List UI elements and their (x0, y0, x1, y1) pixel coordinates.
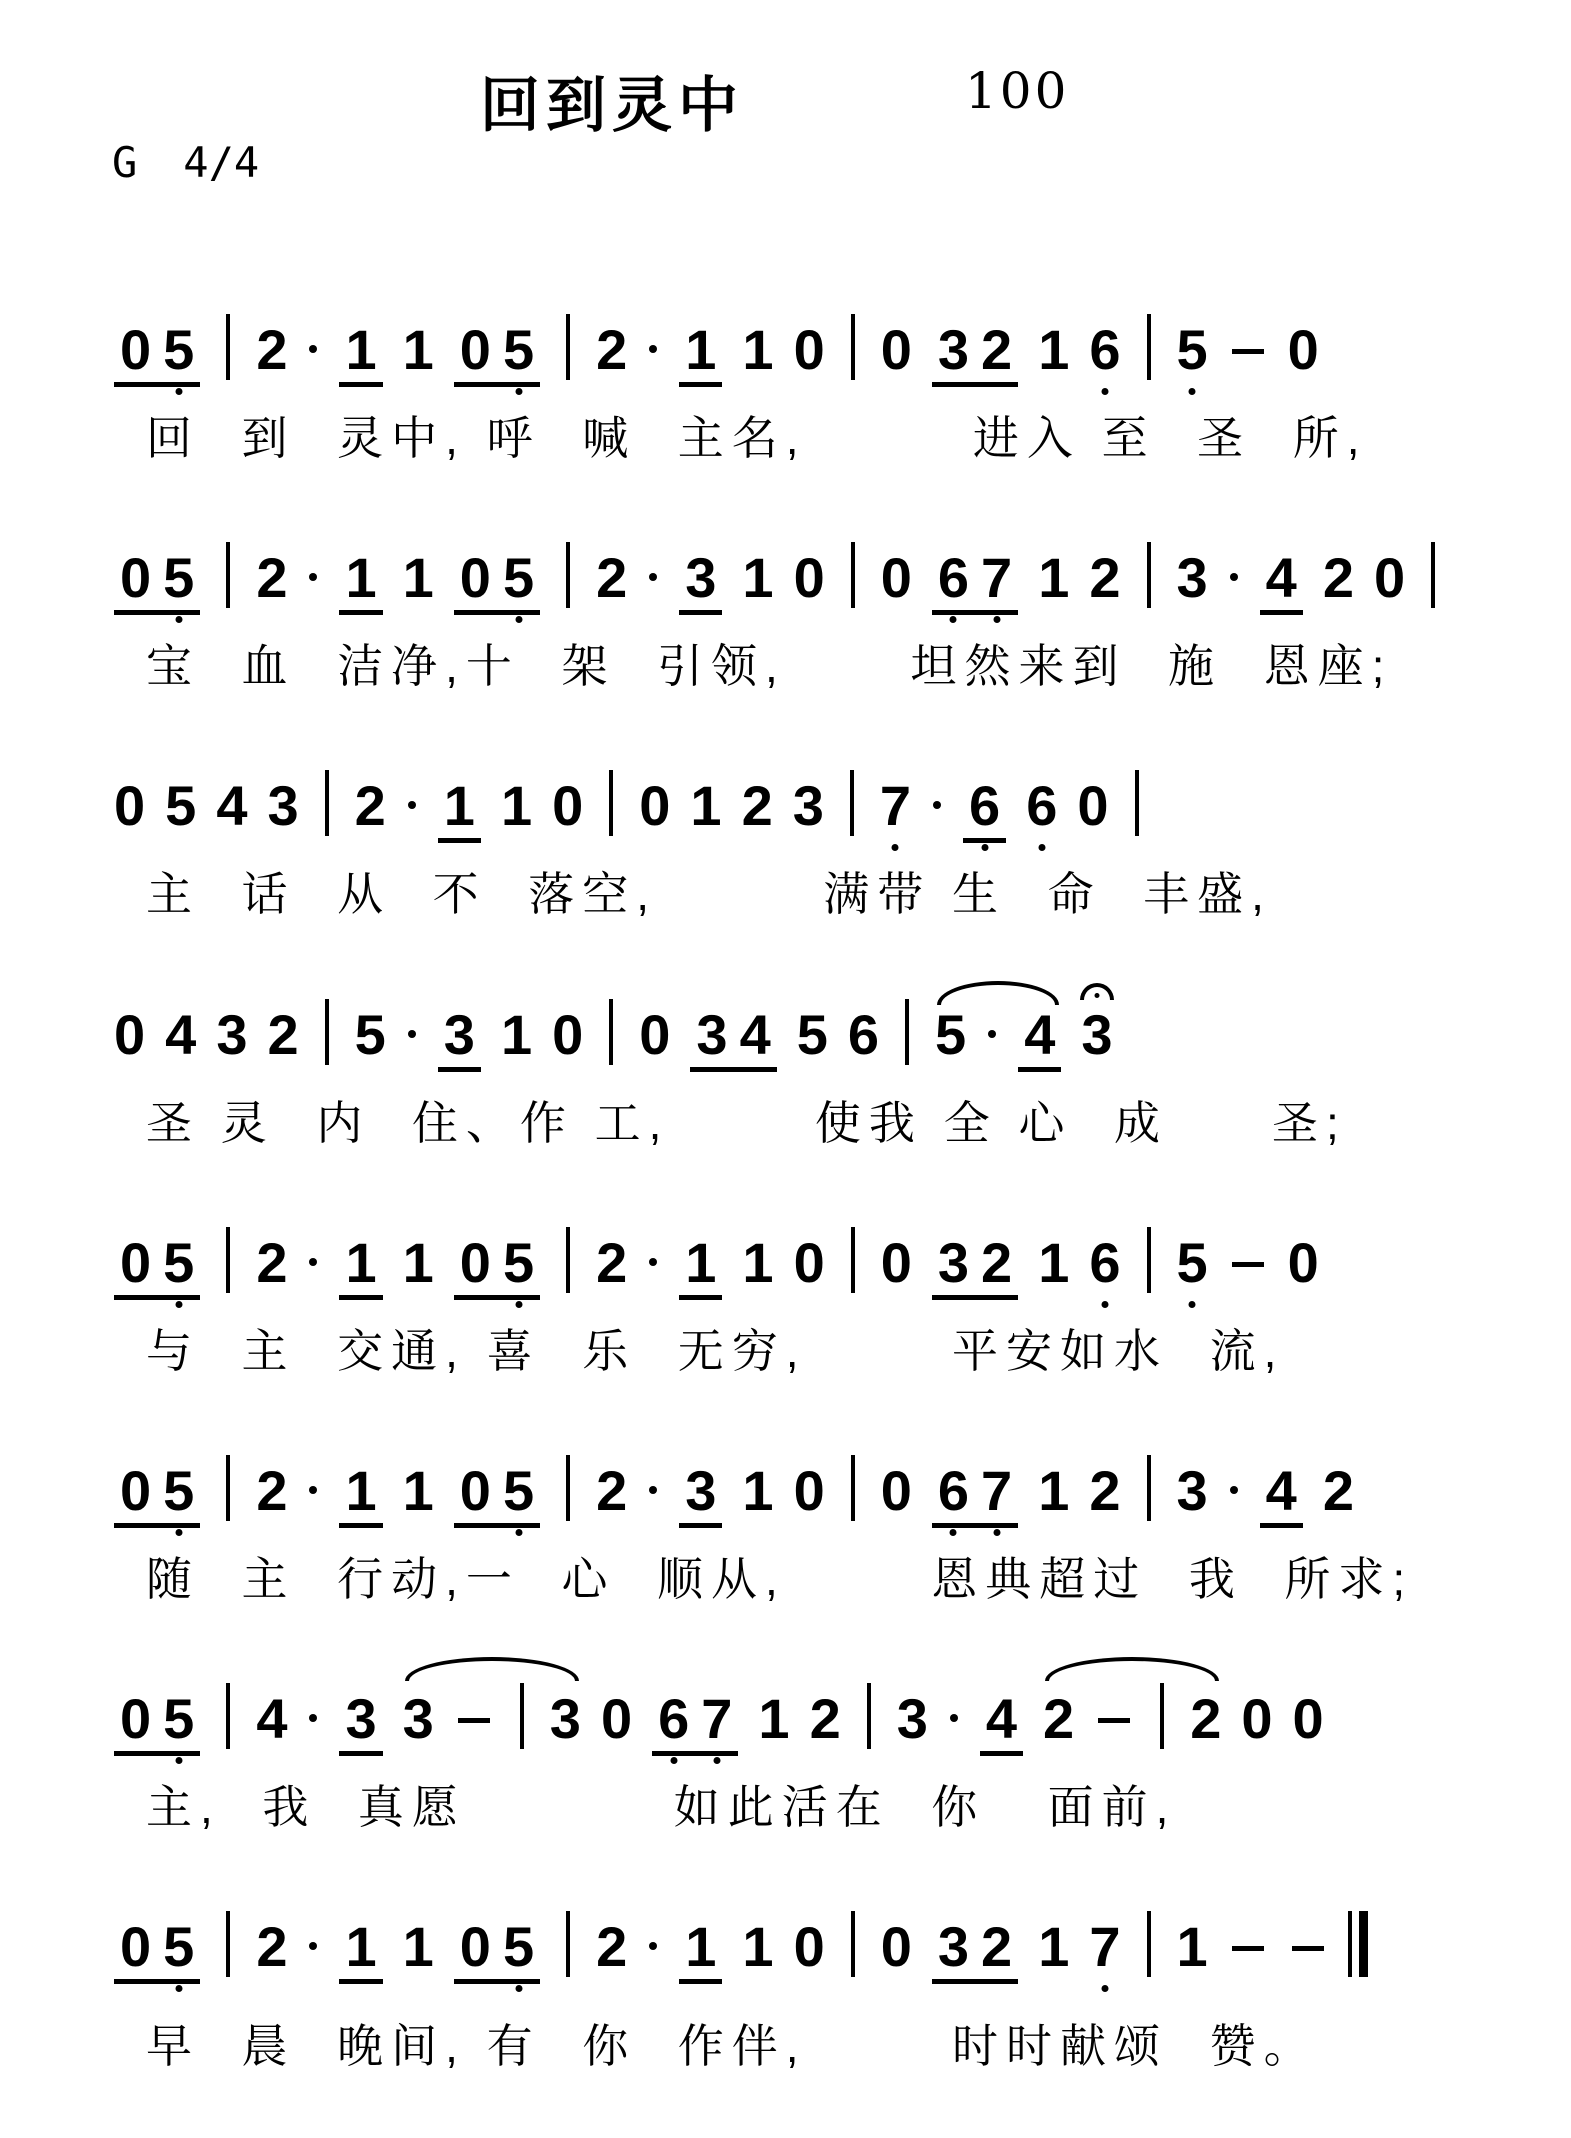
note: 2 (256, 1230, 288, 1294)
duration-dash-icon (1232, 1262, 1264, 1267)
barline-icon (850, 770, 854, 836)
lyric-line-8: 早 晨 晚间, 有 你 作伴, 时时献颂 赞。 (146, 2020, 1318, 2073)
note: 5 (796, 1002, 828, 1066)
note-low-octave: 6 (1026, 774, 1058, 838)
beam-group (454, 1230, 540, 1300)
note: 0 (1287, 318, 1319, 381)
note: 1 (742, 1915, 774, 1979)
note: 1 (742, 318, 774, 381)
notation-line-6 (104, 1421, 1531, 1536)
beam-group (679, 546, 722, 615)
beam-group (679, 1230, 722, 1300)
note: 2 (981, 1915, 1013, 1979)
note: 0 (120, 318, 152, 381)
note: 1 (443, 774, 475, 838)
barline-icon (1160, 1683, 1164, 1749)
beam-group (114, 1458, 200, 1528)
note-low-octave: 6 (937, 546, 970, 610)
note: 2 (981, 1230, 1013, 1294)
beam-group (679, 1915, 722, 1984)
augmentation-dot-icon (950, 1714, 958, 1722)
note: 0 (552, 774, 584, 838)
beam-group (932, 1915, 1018, 1984)
note: 0 (1292, 1687, 1324, 1751)
note: 0 (793, 1458, 825, 1522)
note: 4 (216, 774, 248, 838)
augmentation-dot-icon (309, 1258, 317, 1266)
note: 0 (552, 1002, 584, 1066)
augmentation-dot-icon (649, 1258, 657, 1266)
beam-group (932, 1458, 1018, 1528)
barline-icon (851, 1455, 855, 1521)
note: 5 (354, 1002, 386, 1066)
note: 2 (1089, 1458, 1121, 1522)
note-low-octave: 7 (701, 1687, 733, 1751)
augmentation-dot-icon (309, 573, 317, 581)
note-low-octave: 5 (502, 1230, 535, 1294)
note: 0 (880, 1458, 912, 1522)
note: 3 (1176, 546, 1208, 610)
barline-icon (1147, 1227, 1151, 1293)
augmentation-dot-icon (649, 1486, 657, 1494)
barline-icon (226, 1455, 230, 1521)
note-low-octave: 7 (879, 774, 912, 838)
note: 2 (809, 1687, 841, 1751)
beam-group (1260, 546, 1303, 615)
augmentation-dot-icon (933, 801, 941, 809)
augmentation-dot-icon (309, 345, 317, 353)
note: 0 (600, 1687, 633, 1751)
barline-icon (566, 1911, 570, 1977)
note: 0 (793, 546, 825, 610)
note: 2 (256, 546, 288, 610)
note: 2 (1322, 1458, 1354, 1522)
page-title: 回到灵中 (480, 72, 744, 139)
note: 1 (742, 1458, 774, 1522)
note: 3 (937, 318, 970, 381)
system-3 (104, 736, 1531, 922)
note: 1 (500, 774, 533, 838)
note: 3 (792, 774, 824, 838)
beam-group (114, 318, 200, 387)
note: 1 (742, 546, 774, 610)
note: 3 (685, 546, 717, 610)
barline-icon (325, 770, 329, 836)
beam-group (339, 1458, 382, 1528)
barline-icon (226, 1227, 230, 1293)
note: 1 (685, 1230, 717, 1294)
system-5 (104, 1193, 1531, 1379)
note: 4 (739, 1002, 771, 1066)
final-barline-icon (1348, 1911, 1368, 2003)
beam-group (679, 1458, 722, 1528)
note: 1 (402, 1458, 434, 1522)
note: 2 (354, 774, 386, 838)
notation-line-1 (104, 280, 1531, 395)
note: 1 (685, 318, 717, 381)
note: 0 (120, 1458, 152, 1522)
barline-icon (851, 542, 855, 608)
note: 4 (1024, 1002, 1056, 1066)
note: 5 (935, 1002, 967, 1066)
note-low-octave: 5 (1176, 1230, 1208, 1294)
note-low-octave: 5 (502, 546, 535, 610)
note: 0 (880, 546, 912, 610)
duration-dash-icon (1098, 1718, 1130, 1723)
note: 2 (596, 1230, 628, 1294)
note: 0 (1287, 1230, 1319, 1294)
beam-group (454, 546, 540, 615)
note: 0 (120, 1230, 152, 1294)
note: 1 (690, 774, 722, 838)
beam-group (339, 318, 382, 387)
note: 3 (896, 1687, 928, 1751)
barline-icon (226, 542, 230, 608)
note: 5 (165, 774, 197, 838)
tie-group (393, 1683, 591, 1764)
note: 0 (114, 1002, 146, 1066)
note: 3 (696, 1002, 728, 1066)
note-low-octave: 5 (163, 1458, 195, 1522)
barline-icon (566, 1455, 570, 1521)
augmentation-dot-icon (1230, 573, 1238, 581)
beam-group (438, 1002, 481, 1072)
note-low-octave: 5 (163, 1230, 195, 1294)
system-4 (104, 965, 1531, 1151)
note: 1 (345, 546, 377, 610)
augmentation-dot-icon (309, 1714, 317, 1722)
lyric-line-2: 宝 血 洁净,十 架 引领, 坦然来到 施 恩座; (146, 640, 1393, 693)
note: 1 (742, 1230, 774, 1294)
note: 1 (345, 1458, 377, 1522)
beam-group (339, 546, 382, 615)
barline-icon (325, 999, 329, 1065)
note: 6 (847, 1002, 880, 1066)
lyric-line-4: 圣 灵 内 住、作 工, 使我 全 心 成 圣; (146, 1096, 1347, 1149)
lyric-line-6: 随 主 行动,一 心 顺从, 恩典超过 我 所求; (146, 1552, 1414, 1605)
beam-group (114, 1915, 200, 1984)
note: 3 (549, 1687, 581, 1751)
note: 1 (1038, 1915, 1070, 1979)
augmentation-dot-icon (1230, 1486, 1238, 1494)
barline-icon (226, 314, 230, 380)
beam-group (114, 546, 200, 615)
note-low-octave: 6 (969, 774, 1001, 838)
beam-group (454, 1458, 540, 1528)
note: 0 (880, 1915, 912, 1979)
note: 0 (114, 774, 146, 838)
note: 1 (402, 1915, 434, 1979)
barline-icon (851, 1911, 855, 1977)
note: 0 (459, 546, 491, 610)
barline-icon (1147, 542, 1151, 608)
note: 2 (741, 774, 773, 838)
beam-group (690, 1002, 776, 1072)
note: 3 (443, 1002, 475, 1066)
lyric-line-1: 回 到 灵中, 呼 喊 主名, 进入 至 圣 所, (146, 412, 1368, 464)
note: 2 (256, 1915, 288, 1979)
time-signature: 4/4 (183, 138, 260, 187)
barline-icon (851, 314, 855, 380)
note: 0 (459, 1458, 491, 1522)
beam-group (1018, 1002, 1061, 1072)
note-low-octave: 6 (937, 1458, 970, 1522)
note: 3 (937, 1230, 970, 1294)
note: 2 (596, 318, 628, 381)
system-8 (104, 1877, 1531, 2074)
note: 0 (639, 774, 671, 838)
barline-icon (609, 770, 613, 836)
beam-group (963, 774, 1006, 843)
note: 0 (120, 1687, 152, 1751)
barline-icon (905, 999, 909, 1065)
note: 2 (256, 318, 288, 381)
note: 4 (1265, 1458, 1297, 1522)
note-low-octave: 5 (1176, 318, 1208, 381)
lyric-line-5: 与 主 交通, 喜 乐 无穷, 平安如水 流, (146, 1324, 1285, 1377)
note: 2 (1322, 546, 1354, 610)
hymn-number: 100 (965, 62, 1070, 120)
notation-line-4 (104, 965, 1531, 1080)
note: 4 (256, 1687, 288, 1751)
beam-group (652, 1687, 738, 1756)
barline-icon (566, 1227, 570, 1293)
note: 1 (402, 1230, 434, 1294)
system-7 (104, 1649, 1531, 1835)
note: 4 (985, 1687, 1018, 1751)
note: 1 (402, 546, 434, 610)
duration-dash-icon (1232, 349, 1264, 354)
beam-group (339, 1915, 382, 1984)
note-low-octave: 5 (163, 1687, 195, 1751)
key-letter: G (112, 138, 138, 187)
note: 0 (880, 318, 912, 381)
note: 0 (1077, 774, 1109, 838)
note-low-octave: 6 (658, 1687, 690, 1751)
note-low-octave: 7 (981, 546, 1013, 610)
note: 1 (1176, 1915, 1208, 1979)
note-low-octave: 7 (1089, 1915, 1121, 1979)
note: 1 (758, 1687, 790, 1751)
note: 2 (981, 318, 1013, 381)
note: 1 (1038, 546, 1070, 610)
note-low-octave: 7 (981, 1458, 1013, 1522)
beam-group (454, 1915, 540, 1984)
note: 0 (793, 1915, 825, 1979)
note: 1 (1038, 318, 1070, 381)
note: 2 (596, 546, 628, 610)
note: 0 (120, 546, 152, 610)
note: 0 (793, 1230, 825, 1294)
beam-group (932, 318, 1018, 387)
barline-icon (226, 1683, 230, 1749)
augmentation-dot-icon (309, 1486, 317, 1494)
tie-group (1033, 1683, 1231, 1764)
note: 1 (1038, 1230, 1070, 1294)
note-low-octave: 5 (502, 1458, 535, 1522)
beam-group (679, 318, 722, 387)
barline-icon (566, 314, 570, 380)
beam-group (980, 1687, 1023, 1756)
note: 3 (216, 1002, 248, 1066)
beam-group (932, 1230, 1018, 1300)
barline-icon (867, 1683, 871, 1749)
note: 0 (1373, 546, 1406, 610)
beam-group (454, 318, 540, 387)
notation-line-8 (104, 1877, 1531, 2003)
lyric-line-3: 主 话 从 不 落空, 满带 生 命 丰盛, (146, 868, 1272, 921)
system-1 (104, 280, 1531, 466)
barline-icon (1431, 542, 1435, 608)
note: 4 (1265, 546, 1297, 610)
note: 2 (267, 1002, 299, 1066)
note: 2 (1089, 546, 1121, 610)
note: 0 (639, 1002, 671, 1066)
note-low-octave: 5 (163, 318, 195, 381)
key-signature (112, 138, 259, 187)
duration-dash-icon (1292, 1946, 1324, 1951)
note-low-octave: 6 (1089, 1230, 1121, 1294)
beam-group (114, 1230, 200, 1300)
note-low-octave: 5 (163, 546, 195, 610)
system-6 (104, 1421, 1531, 1607)
note: 1 (500, 1002, 533, 1066)
note: 4 (165, 1002, 197, 1066)
beam-group (339, 1230, 382, 1300)
note: 0 (459, 1230, 491, 1294)
barline-icon (1147, 1911, 1151, 1977)
lyric-line-7: 主, 我 真愿 如此活在 你 面前, (146, 1781, 1177, 1834)
beam-group (339, 1687, 382, 1756)
note: 3 (1176, 1458, 1208, 1522)
note: 3 (402, 1687, 434, 1751)
note: 2 (596, 1915, 628, 1979)
note: 1 (685, 1915, 717, 1979)
beam-group (438, 774, 481, 843)
tie-group (925, 1002, 1071, 1080)
barline-icon (851, 1227, 855, 1293)
augmentation-dot-icon (649, 573, 657, 581)
augmentation-dot-icon (649, 345, 657, 353)
note-low-octave: 5 (502, 1915, 535, 1979)
barline-icon (1135, 770, 1139, 836)
duration-dash-icon (1232, 1946, 1264, 1951)
note: 1 (345, 1915, 377, 1979)
barline-icon (1147, 314, 1151, 380)
note-low-octave: 6 (1089, 318, 1121, 381)
note: 1 (402, 318, 434, 381)
note: 0 (120, 1915, 152, 1979)
note: 2 (1043, 1687, 1075, 1751)
note: 2 (596, 1458, 628, 1522)
augmentation-dot-icon (649, 1942, 657, 1950)
barline-icon (1147, 1455, 1151, 1521)
note: 3 (345, 1687, 377, 1751)
system-2 (104, 508, 1531, 694)
note: 2 (1190, 1687, 1222, 1751)
note-with-fermata: 3 (1081, 1002, 1113, 1066)
augmentation-dot-icon (408, 1030, 416, 1038)
notation-line-5 (104, 1193, 1531, 1308)
beam-group (932, 546, 1018, 615)
note: 0 (793, 318, 825, 381)
note: 1 (1038, 1458, 1070, 1522)
note: 0 (880, 1230, 912, 1294)
note: 0 (459, 318, 491, 381)
notation-line-3 (104, 736, 1531, 851)
note: 1 (345, 1230, 377, 1294)
music-systems (104, 280, 1531, 2117)
note: 0 (1241, 1687, 1273, 1751)
duration-dash-icon (458, 1718, 490, 1723)
note-low-octave: 5 (163, 1915, 195, 1979)
augmentation-dot-icon (988, 1030, 996, 1038)
barline-icon (226, 1911, 230, 1977)
beam-group (114, 1687, 200, 1756)
note: 3 (267, 774, 299, 838)
notation-line-7 (104, 1649, 1531, 1764)
barline-icon (520, 1683, 524, 1749)
notation-line-2 (104, 508, 1531, 623)
note-low-octave: 5 (502, 318, 535, 381)
note: 3 (937, 1915, 970, 1979)
note: 2 (256, 1458, 288, 1522)
beam-group (1260, 1458, 1303, 1528)
barline-icon (566, 542, 570, 608)
augmentation-dot-icon (309, 1942, 317, 1950)
barline-icon (609, 999, 613, 1065)
note: 3 (685, 1458, 717, 1522)
note: 1 (345, 318, 377, 381)
note: 0 (459, 1915, 491, 1979)
augmentation-dot-icon (408, 801, 416, 809)
